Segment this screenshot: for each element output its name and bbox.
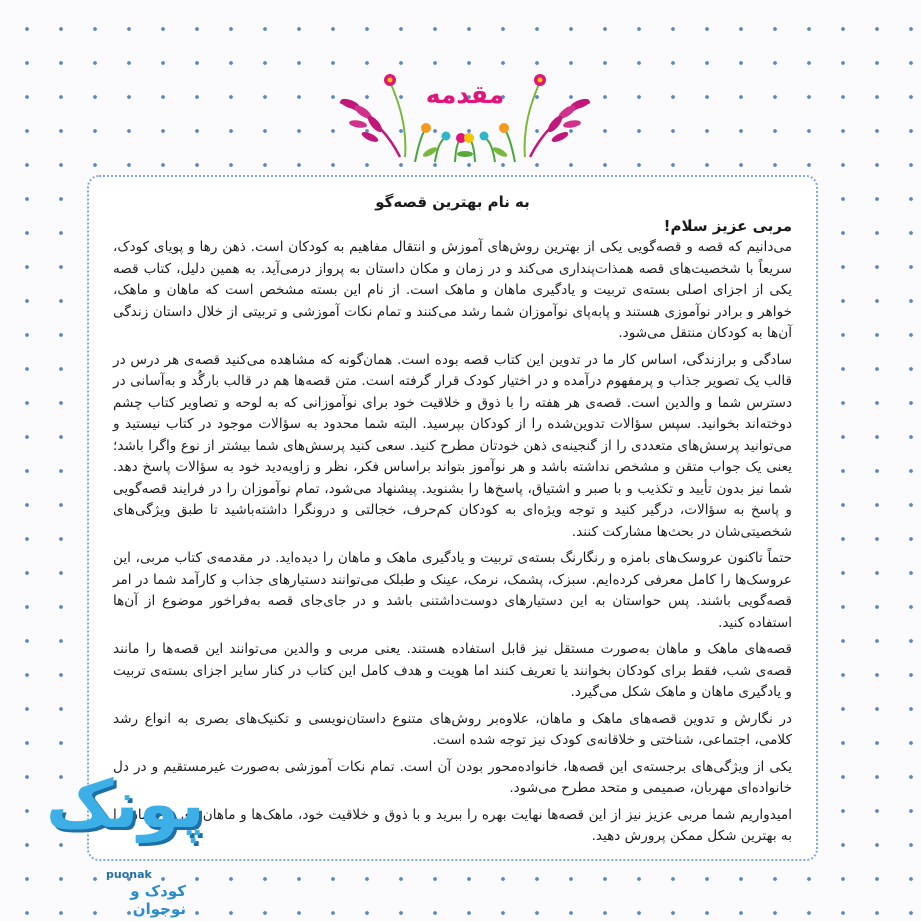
logo-word: پونک: [46, 766, 205, 843]
paragraph-2: سادگی و برازندگی، اساس کار ما در تدوین این کتاب قصه بوده است. همان‌گونه که مشاهده می‌کنید قصه‌ی هر درس در قالب یک تصویر جذاب و پرمفهوم درآمده و در اختیار کودک قرار گرفته است. متن قصه‌ها هم در قالب بارگُد و به‌آسانی در دسترس شما و والدین است. قصه‌ی هر هفته را با ذوق و خلاقیت خود برای نوآموزانی که به لوحه و تصاویر کتاب چشم دوخته‌اند بخوانید. سپس سؤالات تدوین‌شده را از کودکان بپرسید. البته شما محدود به سؤالات موجود در کتاب نیستید و می‌توانید پرسش‌های متعددی را از گنجینه‌ی ذهن خودتان مطرح کنید. سعی کنید پرسش‌های شما بیشتر از نوع واگرا باشد؛ یعنی یک جواب متقن و مشخص نداشته باشد و هر نوآموز بتواند براساس فکر، نظر و زاویه‌دید خود به سؤالات پاسخ دهد. شما نیز بدون تأیید و تکذیب و با صبر و اشتیاق، پاسخ‌ها را بشنوید. پیشنهاد می‌شود، تمام نوآموزان را در فرایند قصه‌گویی و پاسخ به سؤالات، درگیر کنید و توجه ویژه‌ای به کودکان کم‌حرف، خجالتی و درونگرا داشته‌باشید تا طبق ویژگی‌های شخصیتی‌شان در بحث‌ها مشارکت کنند.: [113, 351, 792, 540]
publisher-logo: [36, 766, 205, 918]
greeting: مربی عزیز سلام!: [663, 217, 792, 235]
paragraph-7: امیدواریم شما مربی عزیز نیز از این قصه‌ها نهایت بهره را ببرید و با ذوق و خلاقیت خود، ماهک‌ها و ماهان‌های عزیزمان را به بهترین شکل ممکن پرورش دهید.: [113, 806, 792, 844]
paragraph-3: حتماً تاکنون عروسک‌های بامزه و رنگارنگ بسته‌ی تربیت و یادگیری ماهک و ماهان را دیده‌اید. در مقدمه‌ی کتاب مربی، این عروسک‌ها را کامل معرفی کرده‌ایم. سبزک، پشمک، نرمک، عینک و طبلک می‌توانند دستیارهای جذاب و کارآمد شما در امر قصه‌گویی باشند. پس حواستان به این دستیارهای دوست‌داشتنی باشد و در جای‌جای قصه به‌فراخور موضوع از آن‌ها استفاده کنید.: [113, 550, 792, 631]
page-title: مقدمه: [425, 80, 505, 109]
logo-latin: puonak: [106, 868, 152, 881]
content-panel: [87, 175, 818, 861]
paragraph-6: یکی از ویژگی‌های برجسته‌ی این قصه‌ها، خانواده‌محور بودن آن است. تمام نکات آموزشی به‌صورت غیرمستقیم و در دل خانواده‌ای مهربان، صمیمی و متحد مطرح می‌شود.: [113, 758, 792, 796]
section-heading: به نام بهترین قصه‌گو: [375, 193, 530, 211]
paragraph-1: می‌دانیم که قصه و قصه‌گویی یکی از بهترین روش‌های آموزش و انتقال مفاهیم به کودکان است. ذهن رها و پویای کودک، سریعاً با شخصیت‌های قصه همذات‌پنداری می‌کند و در زمان و مکان داستان به پرواز درمی‌آید. به همین دلیل، کتاب قصه یکی از اجزای اصلی بسته‌ی تربیت و یادگیری ماهان و ماهک است. از نام این بسته مشخص است که ماهان و ماهک، خواهر و برادر نوآموزی هستند و پابه‌پای نوآموزان شما رشد می‌کنند و تمام نکات آموزشی و تربیتی از خلال داستان زندگی آن‌ها به کودکان منتقل می‌شود.: [113, 239, 792, 341]
paragraph-4: قصه‌های ماهک و ماهان به‌صورت مستقل نیز قابل استفاده هستند. یعنی مربی و والدین می‌توانند این قصه‌ها را مانند قصه‌ی شب، فقط برای کودکان بخوانند یا تعریف کنند اما هویت و هدف کامل این کتاب در کنار سایر اجزای بسته‌ی تربیت و یادگیری ماهان و ماهک شکل می‌گیرد.: [113, 641, 792, 700]
logo-subtitle: کودک و نوجوان: [130, 882, 186, 918]
floral-decoration: [330, 62, 600, 167]
paragraph-5: در نگارش و تدوین قصه‌های ماهک و ماهان، علاوه‌بر روش‌های متنوع داستان‌نویسی و تکنیک‌های بصری به انواع رشد کلامی، اجتماعی، شناختی و خلاقانه‌ی کودک نیز توجه شده است.: [113, 710, 792, 748]
title-ornament: [330, 62, 600, 167]
